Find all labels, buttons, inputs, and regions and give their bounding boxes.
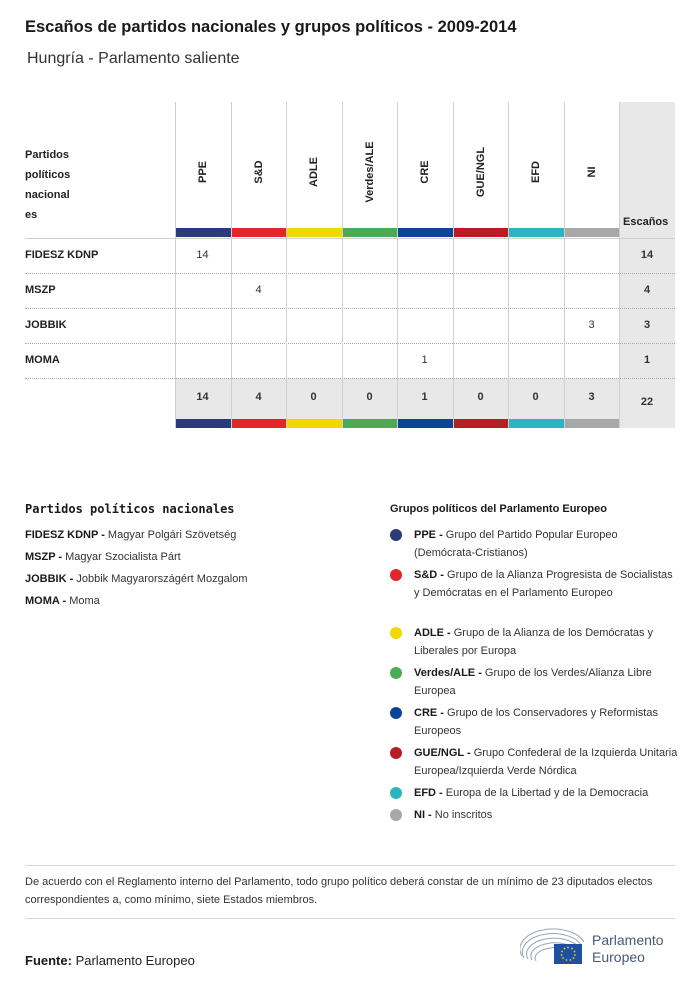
national-party-item (25, 529, 236, 541)
party-row-label: JOBBIK (25, 319, 67, 331)
row-total: 1 (643, 354, 651, 366)
divider (25, 865, 675, 866)
group-color-dot-icon (390, 627, 402, 639)
ep-group-text (414, 784, 680, 802)
source-value: Parlamento Europeo (75, 953, 195, 968)
group-header (342, 102, 397, 228)
row-separator (25, 308, 675, 309)
ep-group-abbr: Verdes/ALE - (414, 667, 482, 679)
group-color-swatch (508, 419, 564, 428)
column-divider (397, 102, 398, 428)
national-party-item (25, 595, 100, 607)
seat-cell: 4 (255, 284, 262, 296)
footnote: De acuerdo con el Reglamento interno del Parlamento, todo grupo político deberá constar de un mínimo de 23 diputados electos correspondientes a, como mínimo, siete Estados miembros. (25, 876, 653, 906)
ep-group-text (414, 624, 680, 660)
ep-group-text (414, 704, 680, 740)
row-separator (25, 378, 675, 379)
seats-table (25, 102, 675, 428)
group-color-dot-icon (390, 569, 402, 581)
group-header-label: CRE (418, 160, 431, 184)
group-header-label: ADLE (307, 157, 320, 187)
group-color-swatch (453, 228, 509, 237)
group-header (508, 102, 563, 228)
national-party-abbr: JOBBIK - (25, 573, 74, 585)
corner-label (25, 145, 70, 225)
national-party-abbr: MOMA - (25, 595, 67, 607)
group-color-swatch (342, 419, 398, 428)
seat-cell: 1 (421, 354, 428, 366)
group-color-swatch (564, 419, 620, 428)
national-party-abbr: MSZP - (25, 551, 63, 563)
row-total: 3 (643, 319, 651, 331)
logo-text-line: Europeo (592, 949, 645, 965)
ep-group-name: Grupo Confederal de la Izquierda Unitaria Europea/Izquierda Verde Nórdica (414, 747, 678, 777)
column-divider (564, 102, 565, 428)
group-color-dot-icon (390, 667, 402, 679)
ep-group-name: No inscritos (434, 809, 493, 821)
page-subtitle: Hungría - Parlamento saliente (27, 50, 240, 67)
ep-groups-title: Grupos políticos del Parlamento Europeo (390, 503, 607, 515)
group-color-dot-icon (390, 529, 402, 541)
ep-group-name: Europa de la Libertad y de la Democracia (445, 787, 649, 799)
ep-group-text (414, 744, 680, 780)
ep-group-text (414, 664, 680, 700)
row-separator (25, 273, 675, 274)
group-header (397, 102, 452, 228)
group-total: 3 (588, 391, 595, 403)
group-total: 0 (310, 391, 317, 403)
group-color-swatch (342, 228, 398, 237)
national-party-name: Jobbik Magyarországért Mozgalom (76, 573, 248, 585)
group-color-swatch (453, 419, 509, 428)
group-total: 0 (477, 391, 484, 403)
group-header-label: GUE/NGL (474, 146, 487, 198)
column-divider (508, 102, 509, 428)
group-header (453, 102, 508, 228)
logo-text (592, 932, 664, 966)
group-color-swatch (508, 228, 564, 237)
national-party-name: Moma (69, 595, 100, 607)
total-column-background (619, 102, 675, 428)
ep-group-text (414, 806, 680, 824)
ep-group-name: Grupo de los Verdes/Alianza Libre Europea (414, 667, 652, 697)
corner-label-line: es (25, 209, 38, 221)
group-color-dot-icon (390, 747, 402, 759)
ep-group-name: Grupo de la Alianza de los Demócratas y Liberales por Europa (414, 627, 654, 657)
group-color-dot-icon (390, 809, 402, 821)
total-header: Escaños (623, 216, 669, 228)
party-row-label: MOMA (25, 354, 60, 366)
column-divider (175, 102, 176, 428)
row-separator (25, 238, 675, 239)
group-total: 1 (421, 391, 428, 403)
column-divider (619, 102, 620, 428)
group-color-dot-icon (390, 787, 402, 799)
national-party-item (25, 551, 181, 563)
ep-group-name: Grupo del Partido Popular Europeo (Demócrata-Cristianos) (414, 529, 618, 559)
row-separator (25, 343, 675, 344)
column-divider (231, 102, 232, 428)
group-header (564, 102, 619, 228)
group-header-label: Verdes/ALE (363, 141, 376, 203)
ep-group-abbr: S&D - (414, 569, 444, 581)
group-total: 14 (196, 391, 209, 403)
row-total: 4 (643, 284, 651, 296)
grand-total: 22 (640, 396, 654, 408)
group-header (231, 102, 286, 228)
party-row-label: MSZP (25, 284, 56, 296)
page-title: Escaños de partidos nacionales y grupos políticos - 2009-2014 (25, 18, 517, 36)
group-header-label: NI (585, 166, 598, 178)
corner-label-line: políticos (25, 169, 71, 181)
group-color-swatch (564, 228, 620, 237)
divider (25, 918, 675, 919)
column-divider (342, 102, 343, 428)
national-party-name: Magyar Polgári Szövetség (107, 529, 237, 541)
party-row-label: FIDESZ KDNP (25, 249, 99, 261)
group-color-swatch (397, 228, 453, 237)
ep-group-abbr: PPE - (414, 529, 443, 541)
ep-group-name: Grupo de la Alianza Progresista de Socialistas y Demócratas en el Parlamento Europeo (414, 569, 673, 599)
group-total: 4 (255, 391, 262, 403)
group-header-label: S&D (252, 160, 265, 184)
ep-group-abbr: ADLE - (414, 627, 451, 639)
seat-cell: 3 (588, 319, 595, 331)
source-label: Fuente: (25, 953, 72, 968)
group-header-label: PPE (196, 160, 209, 184)
group-color-swatch (397, 419, 453, 428)
ep-group-text (414, 526, 680, 562)
national-party-item (25, 573, 248, 585)
ep-group-abbr: EFD - (414, 787, 443, 799)
source-line (25, 953, 195, 968)
seat-cell: 14 (196, 249, 209, 261)
logo-text-line: Parlamento (592, 932, 664, 948)
group-color-swatch (286, 228, 342, 237)
national-parties-title: Partidos políticos nacionales (25, 502, 235, 516)
group-color-swatch (231, 228, 287, 237)
national-party-name: Magyar Szocialista Párt (65, 551, 181, 563)
european-parliament-logo (520, 928, 680, 968)
group-color-swatch (175, 419, 231, 428)
column-divider (453, 102, 454, 428)
european-parliament-logo-icon (520, 928, 590, 968)
ep-group-text (414, 566, 680, 602)
group-header (175, 102, 230, 228)
group-header (286, 102, 341, 228)
corner-label-line: nacional (25, 189, 70, 201)
corner-label-line: Partidos (25, 149, 70, 161)
row-total: 14 (640, 249, 654, 261)
national-party-abbr: FIDESZ KDNP - (25, 529, 105, 541)
group-color-swatch (175, 228, 231, 237)
group-header-label: EFD (529, 161, 542, 183)
group-total: 0 (366, 391, 373, 403)
group-total: 0 (532, 391, 539, 403)
column-divider (286, 102, 287, 428)
group-color-swatch (231, 419, 287, 428)
ep-group-abbr: GUE/NGL - (414, 747, 471, 759)
ep-group-abbr: CRE - (414, 707, 444, 719)
ep-group-name: Grupo de los Conservadores y Reformistas Europeos (414, 707, 658, 737)
group-color-dot-icon (390, 707, 402, 719)
group-color-swatch (286, 419, 342, 428)
ep-group-abbr: NI - (414, 809, 432, 821)
